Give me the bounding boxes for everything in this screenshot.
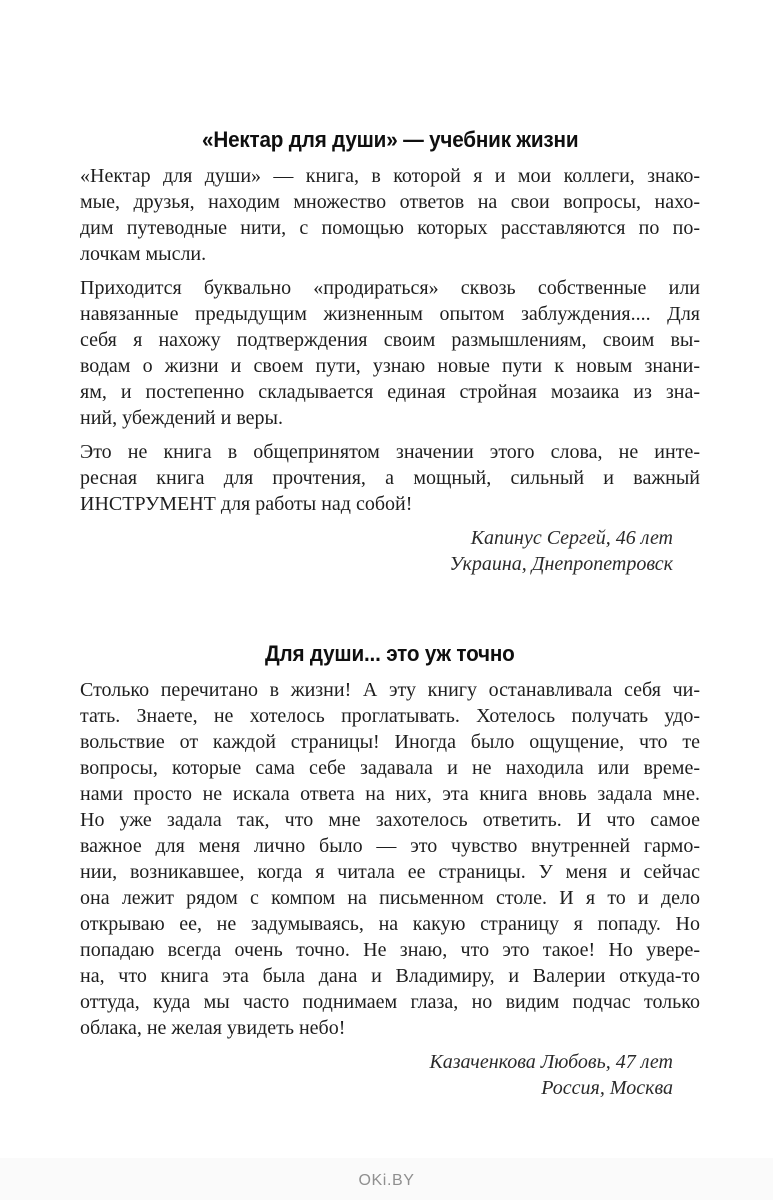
- text-line: ям, и постепенно складывается единая стройная мозаика из зна-: [80, 381, 700, 403]
- text-line: водам о жизни и своем пути, узнаю новые пути к новым знани-: [80, 355, 700, 377]
- text-line: лочкам мысли.: [80, 243, 207, 265]
- text-line: «Нектар для души» — книга, в которой я и мои коллеги, знако-: [80, 165, 700, 187]
- signature: [80, 1049, 700, 1101]
- signature-line: Капинус Сергей, 46 лет: [470, 527, 673, 549]
- paragraph: [80, 275, 700, 431]
- text-line: дим путеводные нити, с помощью которых расставляются по по-: [80, 217, 700, 239]
- section-paragraphs: [80, 163, 700, 517]
- section-heading: [80, 640, 700, 667]
- text-line: Приходится буквально «продираться» сквозь собственные или: [80, 277, 700, 299]
- paragraph: [80, 677, 700, 1041]
- text-line: вольствие от каждой страницы! Иногда было ощущение, что те: [80, 731, 700, 753]
- text-line: тать. Знаете, не хотелось проглатывать. Хотелось получать удо-: [80, 705, 700, 727]
- text-line: она лежит рядом с компом на письменном столе. И я то и дело: [80, 887, 700, 909]
- text-line: вопросы, которые сама себе задавала и не находила или време-: [80, 757, 700, 779]
- text-line: ИНСТРУМЕНТ для работы над собой!: [80, 493, 413, 515]
- paragraph: [80, 439, 700, 517]
- text-line: нии, возникавшее, когда я читала ее страницы. У меня и сейчас: [80, 861, 700, 883]
- section-paragraphs: [80, 677, 700, 1041]
- signature-line: Россия, Москва: [541, 1077, 673, 1099]
- text-line: Это не книга в общепринятом значении этого слова, не инте-: [80, 441, 700, 463]
- text-line: ний, убеждений и веры.: [80, 407, 283, 429]
- text-line: попадаю всегда очень точно. Не знаю, что это такое! Но увере-: [80, 939, 700, 961]
- paragraph: [80, 163, 700, 267]
- text-line: ресная книга для прочтения, а мощный, сильный и важный: [80, 467, 700, 489]
- section-heading-text: «Нектар для души» — учебник жизни: [201, 127, 579, 152]
- text-line: важное для меня лично было — это чувство внутренней гармо-: [80, 835, 700, 857]
- text-line: мые, друзья, находим множество ответов на свои вопросы, нахо-: [80, 191, 700, 213]
- watermark: OKi.BY: [358, 1172, 415, 1189]
- text-line: себя я нахожу подтверждения своим размышлениям, своим вы-: [80, 329, 700, 351]
- text-line: Но уже задала так, что мне захотелось ответить. И что самое: [80, 809, 700, 831]
- text-line: открываю ее, не задумываясь, на какую страницу я попаду. Но: [80, 913, 700, 935]
- signature-line: Казаченкова Любовь, 47 лет: [429, 1051, 673, 1073]
- text-line: на, что книга эта была дана и Владимиру, и Валерии откуда-то: [80, 965, 700, 987]
- text-line: оттуда, куда мы часто поднимаем глаза, но видим подчас только: [80, 991, 700, 1013]
- text-line: нами просто не искала ответа на них, эта книга вновь задала мне.: [80, 783, 700, 805]
- text-line: облака, не желая увидеть небо!: [80, 1017, 346, 1039]
- text-line: навязанные предыдущим жизненным опытом заблуждения.... Для: [80, 303, 700, 325]
- testimonial-section: [80, 640, 700, 1101]
- signature: [80, 525, 700, 577]
- testimonial-section: [80, 126, 700, 577]
- text-line: Столько перечитано в жизни! А эту книгу останавливала себя чи-: [80, 679, 700, 701]
- section-heading-text: Для души... это уж точно: [265, 641, 515, 666]
- section-heading: [80, 126, 700, 153]
- signature-line: Украина, Днепропетровск: [449, 553, 673, 575]
